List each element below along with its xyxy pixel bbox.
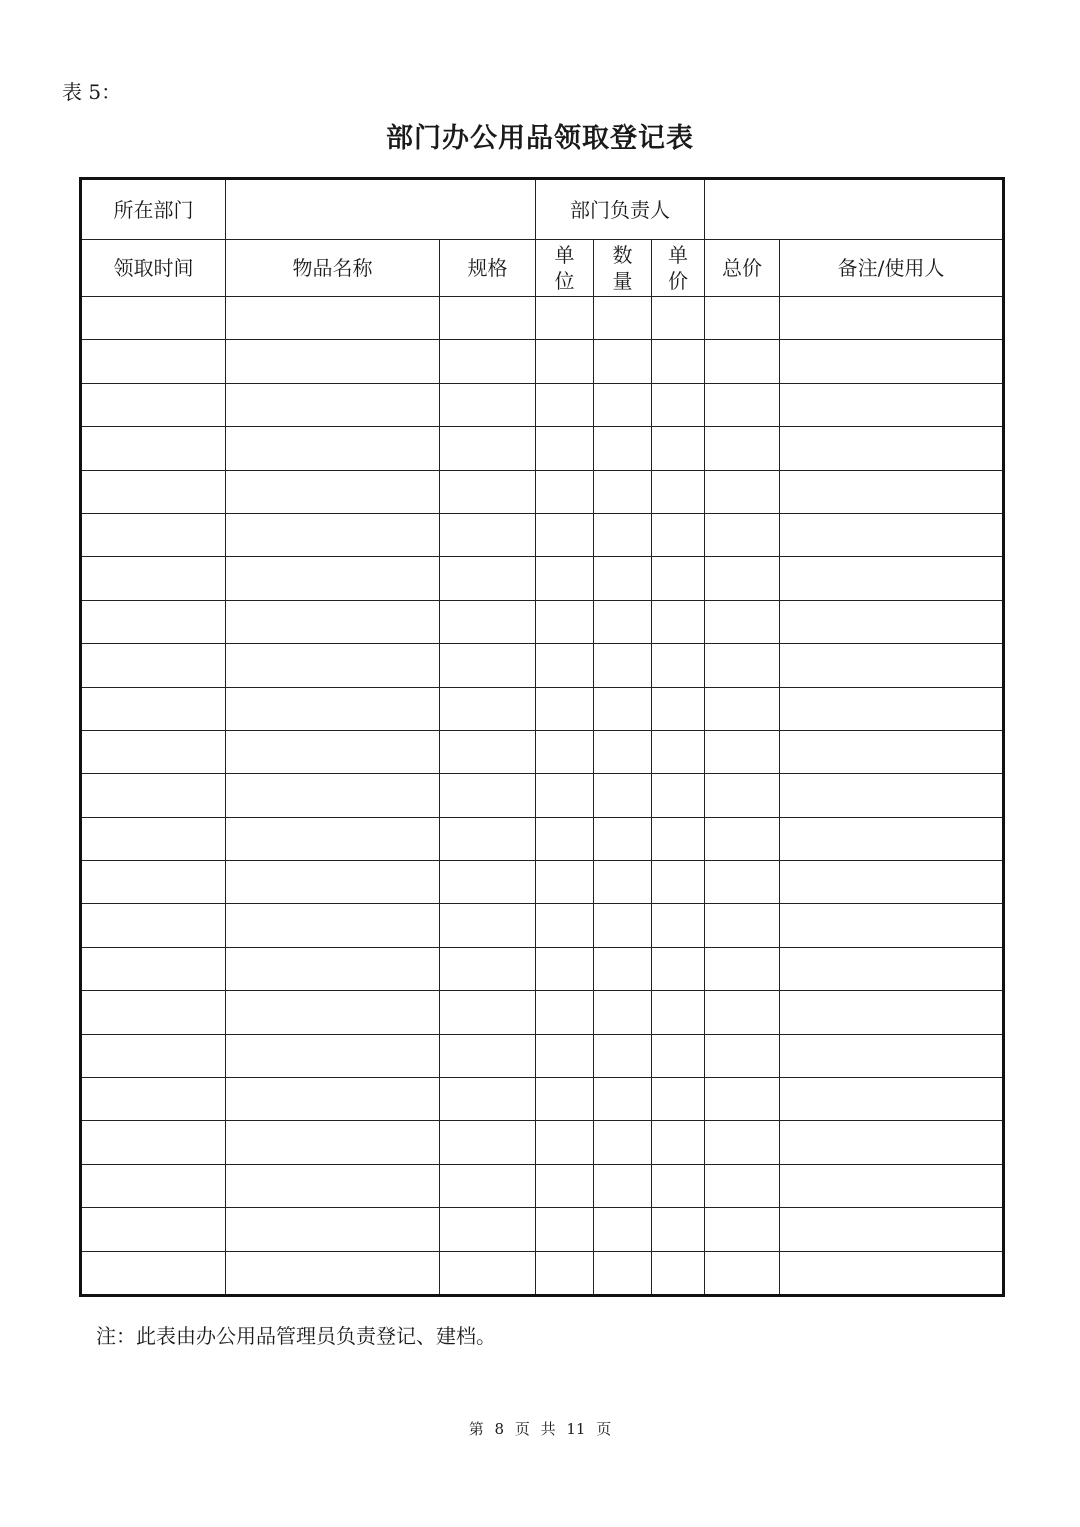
- spec-cell[interactable]: [440, 947, 536, 990]
- remarks-cell[interactable]: [780, 774, 1004, 817]
- unit-cell[interactable]: [536, 947, 594, 990]
- unit-price-cell[interactable]: [652, 427, 705, 470]
- spec-cell[interactable]: [440, 687, 536, 730]
- remarks-cell[interactable]: [780, 383, 1004, 426]
- table-row: [81, 1251, 1004, 1295]
- quantity-cell[interactable]: [594, 861, 652, 904]
- item-name-cell[interactable]: [226, 513, 440, 556]
- unit-price-cell[interactable]: [652, 644, 705, 687]
- unit-cell[interactable]: [536, 513, 594, 556]
- manager-label: 部门负责人: [536, 179, 705, 240]
- table-row: [81, 470, 1004, 513]
- quantity-cell[interactable]: [594, 600, 652, 643]
- remarks-cell[interactable]: [780, 600, 1004, 643]
- spec-cell[interactable]: [440, 297, 536, 340]
- department-info-row: [81, 179, 1004, 240]
- unit-cell[interactable]: [536, 1208, 594, 1251]
- unit-cell[interactable]: [536, 991, 594, 1034]
- date-cell[interactable]: [81, 774, 226, 817]
- table-note: 注：此表由办公用品管理员负责登记、建档。: [96, 1324, 496, 1348]
- header-unit-line2: 位: [554, 269, 575, 293]
- item-name-cell[interactable]: [226, 730, 440, 773]
- date-cell[interactable]: [81, 600, 226, 643]
- table-row: [81, 557, 1004, 600]
- quantity-cell[interactable]: [594, 1208, 652, 1251]
- item-name-cell[interactable]: [226, 1034, 440, 1077]
- date-cell[interactable]: [81, 1121, 226, 1164]
- quantity-cell[interactable]: [594, 904, 652, 947]
- header-remarks: 备注/使用人: [780, 240, 1004, 297]
- item-name-cell[interactable]: [226, 991, 440, 1034]
- unit-cell[interactable]: [536, 1034, 594, 1077]
- unit-cell[interactable]: [536, 644, 594, 687]
- table-row: [81, 644, 1004, 687]
- item-name-cell[interactable]: [226, 1121, 440, 1164]
- unit-cell[interactable]: [536, 687, 594, 730]
- quantity-cell[interactable]: [594, 1121, 652, 1164]
- table-row: [81, 427, 1004, 470]
- remarks-cell[interactable]: [780, 1164, 1004, 1207]
- spec-cell[interactable]: [440, 904, 536, 947]
- quantity-cell[interactable]: [594, 644, 652, 687]
- date-cell[interactable]: [81, 513, 226, 556]
- unit-cell[interactable]: [536, 427, 594, 470]
- manager-field[interactable]: [705, 179, 1004, 240]
- spec-cell[interactable]: [440, 600, 536, 643]
- header-quantity-line1: 数: [612, 243, 633, 267]
- spec-cell[interactable]: [440, 817, 536, 860]
- item-name-cell[interactable]: [226, 947, 440, 990]
- unit-cell[interactable]: [536, 470, 594, 513]
- page-number-footer: 第 8 页 共 11 页: [468, 1420, 612, 1438]
- spec-cell[interactable]: [440, 383, 536, 426]
- date-cell[interactable]: [81, 947, 226, 990]
- unit-cell[interactable]: [536, 774, 594, 817]
- remarks-cell[interactable]: [780, 730, 1004, 773]
- date-cell[interactable]: [81, 427, 226, 470]
- table-row: [81, 600, 1004, 643]
- item-name-cell[interactable]: [226, 904, 440, 947]
- item-name-cell[interactable]: [226, 1078, 440, 1121]
- spec-cell[interactable]: [440, 861, 536, 904]
- total-price-cell[interactable]: [705, 1121, 780, 1164]
- date-cell[interactable]: [81, 904, 226, 947]
- unit-price-cell[interactable]: [652, 730, 705, 773]
- table-row: [81, 1164, 1004, 1207]
- date-cell[interactable]: [81, 861, 226, 904]
- spec-cell[interactable]: [440, 774, 536, 817]
- spec-cell[interactable]: [440, 340, 536, 383]
- header-spec: 规格: [440, 240, 536, 297]
- table-row: [81, 1208, 1004, 1251]
- date-cell[interactable]: [81, 1208, 226, 1251]
- item-name-cell[interactable]: [226, 340, 440, 383]
- unit-cell[interactable]: [536, 904, 594, 947]
- total-price-cell[interactable]: [705, 774, 780, 817]
- table-row: [81, 383, 1004, 426]
- spec-cell[interactable]: [440, 1121, 536, 1164]
- unit-cell[interactable]: [536, 557, 594, 600]
- spec-cell[interactable]: [440, 730, 536, 773]
- total-price-cell[interactable]: [705, 1078, 780, 1121]
- spec-cell[interactable]: [440, 513, 536, 556]
- item-name-cell[interactable]: [226, 600, 440, 643]
- quantity-cell[interactable]: [594, 687, 652, 730]
- total-price-cell[interactable]: [705, 817, 780, 860]
- item-name-cell[interactable]: [226, 644, 440, 687]
- date-cell[interactable]: [81, 991, 226, 1034]
- remarks-cell[interactable]: [780, 427, 1004, 470]
- total-price-cell[interactable]: [705, 947, 780, 990]
- table-row: [81, 817, 1004, 860]
- spec-cell[interactable]: [440, 1251, 536, 1295]
- total-price-cell[interactable]: [705, 644, 780, 687]
- total-price-cell[interactable]: [705, 383, 780, 426]
- header-unit-line1: 单: [554, 243, 575, 267]
- quantity-cell[interactable]: [594, 817, 652, 860]
- total-price-cell[interactable]: [705, 1164, 780, 1207]
- spec-cell[interactable]: [440, 1034, 536, 1077]
- total-price-cell[interactable]: [705, 904, 780, 947]
- remarks-cell[interactable]: [780, 1121, 1004, 1164]
- unit-price-cell[interactable]: [652, 297, 705, 340]
- total-price-cell[interactable]: [705, 297, 780, 340]
- unit-price-cell[interactable]: [652, 383, 705, 426]
- remarks-cell[interactable]: [780, 644, 1004, 687]
- total-price-cell[interactable]: [705, 730, 780, 773]
- spec-cell[interactable]: [440, 470, 536, 513]
- table-row: [81, 1121, 1004, 1164]
- header-quantity-line2: 量: [612, 269, 633, 293]
- date-cell[interactable]: [81, 1251, 226, 1295]
- date-cell[interactable]: [81, 557, 226, 600]
- quantity-cell[interactable]: [594, 383, 652, 426]
- unit-cell[interactable]: [536, 600, 594, 643]
- item-name-cell[interactable]: [226, 1208, 440, 1251]
- item-name-cell[interactable]: [226, 470, 440, 513]
- unit-price-cell[interactable]: [652, 1208, 705, 1251]
- table-row: [81, 687, 1004, 730]
- table-row: [81, 774, 1004, 817]
- table-row: [81, 947, 1004, 990]
- quantity-cell[interactable]: [594, 1078, 652, 1121]
- table-row: [81, 297, 1004, 340]
- remarks-cell[interactable]: [780, 513, 1004, 556]
- quantity-cell[interactable]: [594, 774, 652, 817]
- spec-cell[interactable]: [440, 1208, 536, 1251]
- unit-price-cell[interactable]: [652, 557, 705, 600]
- unit-price-cell[interactable]: [652, 904, 705, 947]
- date-cell[interactable]: [81, 383, 226, 426]
- item-name-cell[interactable]: [226, 687, 440, 730]
- unit-price-cell[interactable]: [652, 470, 705, 513]
- total-price-cell[interactable]: [705, 991, 780, 1034]
- total-price-cell[interactable]: [705, 861, 780, 904]
- unit-cell[interactable]: [536, 1164, 594, 1207]
- item-name-cell[interactable]: [226, 557, 440, 600]
- total-price-cell[interactable]: [705, 1034, 780, 1077]
- table-row: [81, 991, 1004, 1034]
- remarks-cell[interactable]: [780, 297, 1004, 340]
- date-cell[interactable]: [81, 730, 226, 773]
- unit-price-cell[interactable]: [652, 1078, 705, 1121]
- unit-price-cell[interactable]: [652, 1121, 705, 1164]
- item-name-cell[interactable]: [226, 861, 440, 904]
- document-title: 部门办公用品领取登记表: [386, 123, 694, 154]
- table-number-label: 表 5：: [62, 80, 122, 104]
- table-row: [81, 1034, 1004, 1077]
- quantity-cell[interactable]: [594, 427, 652, 470]
- quantity-cell[interactable]: [594, 991, 652, 1034]
- date-cell[interactable]: [81, 817, 226, 860]
- date-cell[interactable]: [81, 687, 226, 730]
- department-field[interactable]: [226, 179, 536, 240]
- spec-cell[interactable]: [440, 557, 536, 600]
- item-name-cell[interactable]: [226, 297, 440, 340]
- date-cell[interactable]: [81, 297, 226, 340]
- unit-price-cell[interactable]: [652, 340, 705, 383]
- total-price-cell[interactable]: [705, 557, 780, 600]
- remarks-cell[interactable]: [780, 1034, 1004, 1077]
- item-name-cell[interactable]: [226, 427, 440, 470]
- unit-cell[interactable]: [536, 730, 594, 773]
- header-unit: [536, 240, 594, 297]
- unit-cell[interactable]: [536, 861, 594, 904]
- table-row: [81, 730, 1004, 773]
- remarks-cell[interactable]: [780, 904, 1004, 947]
- date-cell[interactable]: [81, 644, 226, 687]
- header-item-name: 物品名称: [226, 240, 440, 297]
- remarks-cell[interactable]: [780, 1078, 1004, 1121]
- item-name-cell[interactable]: [226, 1251, 440, 1295]
- table-row: [81, 1078, 1004, 1121]
- item-name-cell[interactable]: [226, 383, 440, 426]
- quantity-cell[interactable]: [594, 340, 652, 383]
- date-cell[interactable]: [81, 340, 226, 383]
- unit-cell[interactable]: [536, 340, 594, 383]
- unit-price-cell[interactable]: [652, 817, 705, 860]
- spec-cell[interactable]: [440, 1078, 536, 1121]
- remarks-cell[interactable]: [780, 1251, 1004, 1295]
- item-name-cell[interactable]: [226, 1164, 440, 1207]
- total-price-cell[interactable]: [705, 340, 780, 383]
- item-name-cell[interactable]: [226, 774, 440, 817]
- date-cell[interactable]: [81, 1164, 226, 1207]
- quantity-cell[interactable]: [594, 513, 652, 556]
- header-unit-price-line1: 单: [668, 243, 689, 267]
- spec-cell[interactable]: [440, 427, 536, 470]
- quantity-cell[interactable]: [594, 1034, 652, 1077]
- unit-price-cell[interactable]: [652, 1034, 705, 1077]
- unit-price-cell[interactable]: [652, 687, 705, 730]
- remarks-cell[interactable]: [780, 340, 1004, 383]
- total-price-cell[interactable]: [705, 687, 780, 730]
- quantity-cell[interactable]: [594, 297, 652, 340]
- unit-price-cell[interactable]: [652, 1251, 705, 1295]
- remarks-cell[interactable]: [780, 687, 1004, 730]
- remarks-cell[interactable]: [780, 470, 1004, 513]
- header-quantity: [594, 240, 652, 297]
- spec-cell[interactable]: [440, 1164, 536, 1207]
- registration-table: [79, 177, 1005, 1297]
- spec-cell[interactable]: [440, 644, 536, 687]
- unit-price-cell[interactable]: [652, 600, 705, 643]
- unit-price-cell[interactable]: [652, 861, 705, 904]
- total-price-cell[interactable]: [705, 600, 780, 643]
- unit-price-cell[interactable]: [652, 513, 705, 556]
- remarks-cell[interactable]: [780, 557, 1004, 600]
- unit-cell[interactable]: [536, 817, 594, 860]
- remarks-cell[interactable]: [780, 991, 1004, 1034]
- total-price-cell[interactable]: [705, 1251, 780, 1295]
- quantity-cell[interactable]: [594, 470, 652, 513]
- column-header-row: [81, 240, 1004, 297]
- header-date: 领取时间: [81, 240, 226, 297]
- header-total-price: 总价: [705, 240, 780, 297]
- date-cell[interactable]: [81, 1078, 226, 1121]
- quantity-cell[interactable]: [594, 1164, 652, 1207]
- quantity-cell[interactable]: [594, 947, 652, 990]
- date-cell[interactable]: [81, 470, 226, 513]
- unit-cell[interactable]: [536, 1078, 594, 1121]
- header-unit-price-line2: 价: [668, 269, 689, 293]
- date-cell[interactable]: [81, 1034, 226, 1077]
- table-row: [81, 340, 1004, 383]
- unit-price-cell[interactable]: [652, 1164, 705, 1207]
- unit-price-cell[interactable]: [652, 774, 705, 817]
- unit-price-cell[interactable]: [652, 991, 705, 1034]
- table-row: [81, 861, 1004, 904]
- table-row: [81, 904, 1004, 947]
- department-label: 所在部门: [81, 179, 226, 240]
- remarks-cell[interactable]: [780, 947, 1004, 990]
- unit-price-cell[interactable]: [652, 947, 705, 990]
- total-price-cell[interactable]: [705, 513, 780, 556]
- total-price-cell[interactable]: [705, 470, 780, 513]
- remarks-cell[interactable]: [780, 861, 1004, 904]
- unit-cell[interactable]: [536, 297, 594, 340]
- remarks-cell[interactable]: [780, 1208, 1004, 1251]
- total-price-cell[interactable]: [705, 427, 780, 470]
- remarks-cell[interactable]: [780, 817, 1004, 860]
- unit-cell[interactable]: [536, 1121, 594, 1164]
- header-unit-price: [652, 240, 705, 297]
- total-price-cell[interactable]: [705, 1208, 780, 1251]
- spec-cell[interactable]: [440, 991, 536, 1034]
- quantity-cell[interactable]: [594, 557, 652, 600]
- item-name-cell[interactable]: [226, 817, 440, 860]
- quantity-cell[interactable]: [594, 730, 652, 773]
- unit-cell[interactable]: [536, 383, 594, 426]
- table-row: [81, 513, 1004, 556]
- quantity-cell[interactable]: [594, 1251, 652, 1295]
- unit-cell[interactable]: [536, 1251, 594, 1295]
